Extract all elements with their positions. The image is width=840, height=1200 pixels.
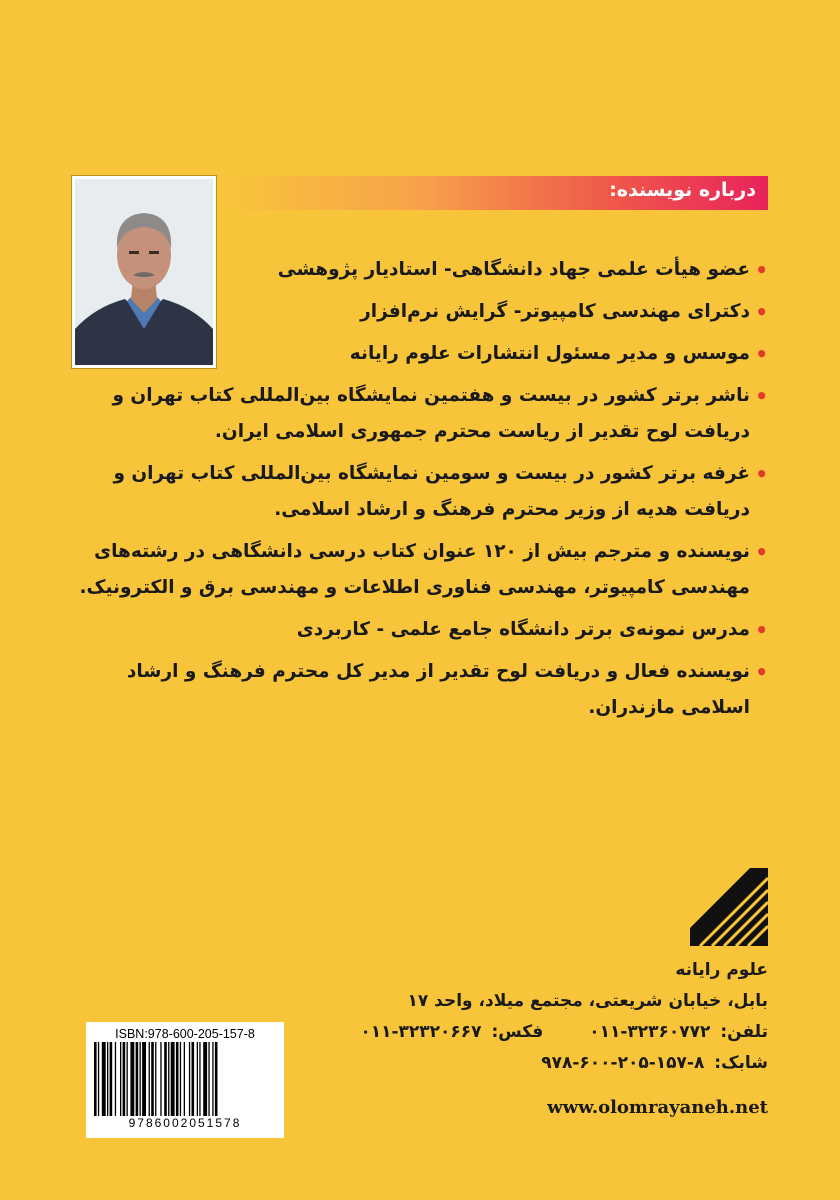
barcode — [86, 1022, 284, 1138]
isbn-persian: ۹۷۸-۶۰۰-۲۰۵-۱۵۷-۸ — [541, 1053, 705, 1073]
isbn-row — [248, 1048, 768, 1079]
publisher-address: بابل، خیابان شریعتی، مجتمع میلاد، واحد ۱۷ — [407, 991, 768, 1011]
fax-label: فکس: — [491, 1022, 544, 1042]
isbn-label: شابک: — [714, 1053, 768, 1073]
list-item: • موسس و مدیر مسئول انتشارات علوم رایانه — [68, 336, 768, 372]
list-item: • نویسنده فعال و دریافت لوح تقدیر از مدیر کل محترم فرهنگ و ارشاد اسلامی مازندران. — [68, 654, 768, 726]
publisher-name: علوم رایانه — [675, 960, 768, 980]
publisher-logo-icon — [690, 868, 768, 946]
list-item: • مدرس نمونه‌ی برتر دانشگاه جامع علمی - کاربردی — [68, 612, 768, 648]
contact-row — [248, 1017, 768, 1048]
section-header-band — [226, 176, 768, 210]
website-link[interactable]: www.olomrayaneh.net — [547, 1097, 768, 1118]
barcode-isbn-text: ISBN:978-600-205-157-8 — [115, 1027, 255, 1041]
list-item: • دکترای مهندسی کامپیوتر- گرایش نرم‌افزار — [68, 294, 768, 330]
section-title: درباره نویسنده: — [609, 179, 756, 201]
list-item: • عضو هیأت علمی جهاد دانشگاهی- استادیار پژوهشی — [68, 252, 768, 288]
barcode-bars — [92, 1042, 278, 1116]
list-item: • ناشر برتر کشور در بیست و هفتمین نمایشگاه بین‌المللی کتاب تهران و دریافت لوح تقدیر از ریاست محترم جمهوری اسلامی ایران. — [68, 378, 768, 450]
list-item: • غرفه برتر کشور در بیست و سومین نمایشگاه بین‌المللی کتاب تهران و دریافت هدیه از وزیر محترم فرهنگ و ارشاد اسلامی. — [68, 456, 768, 528]
phone-label: تلفن: — [720, 1022, 768, 1042]
fax-number: ۰۱۱-۳۲۳۲۰۶۶۷ — [360, 1022, 482, 1042]
list-item: • نویسنده و مترجم بیش از ۱۲۰ عنوان کتاب درسی دانشگاهی در رشته‌های مهندسی کامپیوتر، مهندسی فناوری اطلاعات و مهندسی برق و الکترونیک. — [68, 534, 768, 606]
author-bio-list — [68, 252, 768, 732]
publisher-info — [248, 955, 768, 1079]
barcode-digits: 9786002051578 — [128, 1116, 242, 1130]
phone-number: ۰۱۱-۳۲۳۶۰۷۷۲ — [589, 1022, 711, 1042]
